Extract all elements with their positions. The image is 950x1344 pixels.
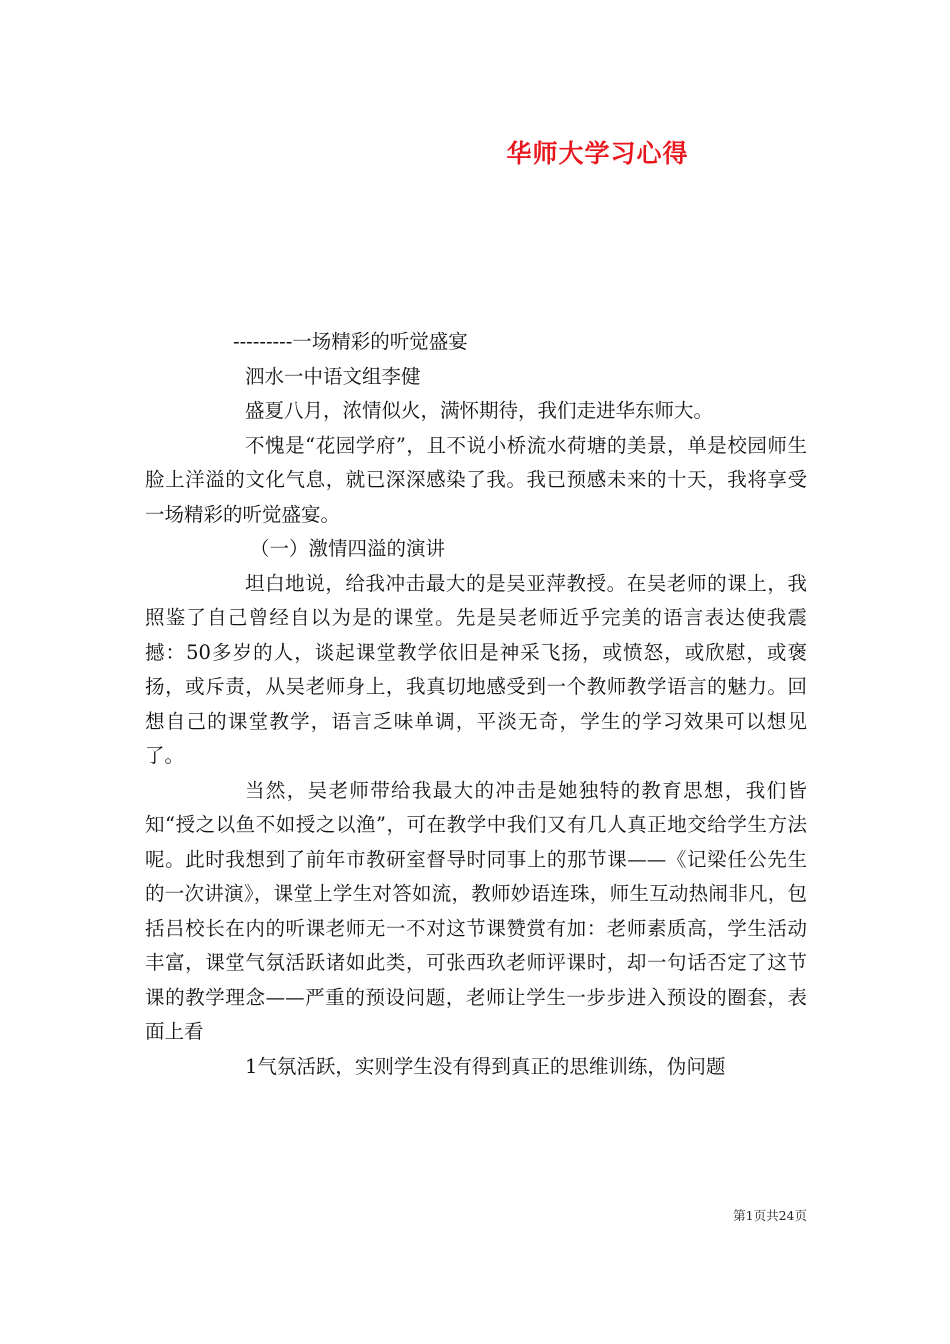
paragraph-4: 当然，吴老师带给我最大的冲击是她独特的教育思想，我们皆知“授之以鱼不如授之以渔”，可在教学中我们又有几人真正地交给学生方法呢。此时我想到了前年市教研室督导时同事上的那节课——《记梁任公先生的一次讲演》，课堂上学生对答如流，教师妙语连珠，师生互动热闹非凡，包括吕校长在内的听课老师无一不对这节课赞赏有加：老师素质高，学生活动丰富，课堂气氛活跃诸如此类，可张西玖老师评课时，却一句话否定了这节课的教学理念——严重的预设问题，老师让学生一步步进入预设的圈套，表面上看: [145, 778, 807, 1043]
author-line: 泗水一中语文组李健: [245, 364, 421, 388]
document-body: [145, 325, 807, 1084]
section-heading: （一）激情四溢的演讲: [250, 537, 446, 560]
paragraph-3: 坦白地说，给我冲击最大的是吴亚萍教授。在吴老师的课上，我照鉴了自己曾经自以为是的课堂。先是吴老师近乎完美的语言表达使我震撼：50多岁的人，谈起课堂教学依旧是神采飞扬，或愤怒，或欣慰，或褒扬，或斥责，从吴老师身上，我真切地感受到一个教师教学语言的魅力。回想自己的课堂教学，语言乏味单调，平淡无奇，学生的学习效果可以想见了。: [145, 571, 807, 767]
page-number-footer: 第1页共24页: [733, 1208, 807, 1223]
paragraph-2: 不愧是“花园学府”，且不说小桥流水荷塘的美景，单是校园师生脸上洋溢的文化气息，就已深深感染了我。我已预感未来的十天，我将享受一场精彩的听觉盛宴。: [145, 433, 807, 526]
paragraph-1: 盛夏八月，浓情似火，满怀期待，我们走进华东师大。: [245, 399, 714, 422]
document-title: 华师大学习心得: [506, 139, 689, 168]
paragraph-5: 1气氛活跃，实则学生没有得到真正的思维训练，伪问题: [245, 1054, 726, 1078]
subtitle: ---------一场精彩的听觉盛宴: [233, 330, 468, 353]
